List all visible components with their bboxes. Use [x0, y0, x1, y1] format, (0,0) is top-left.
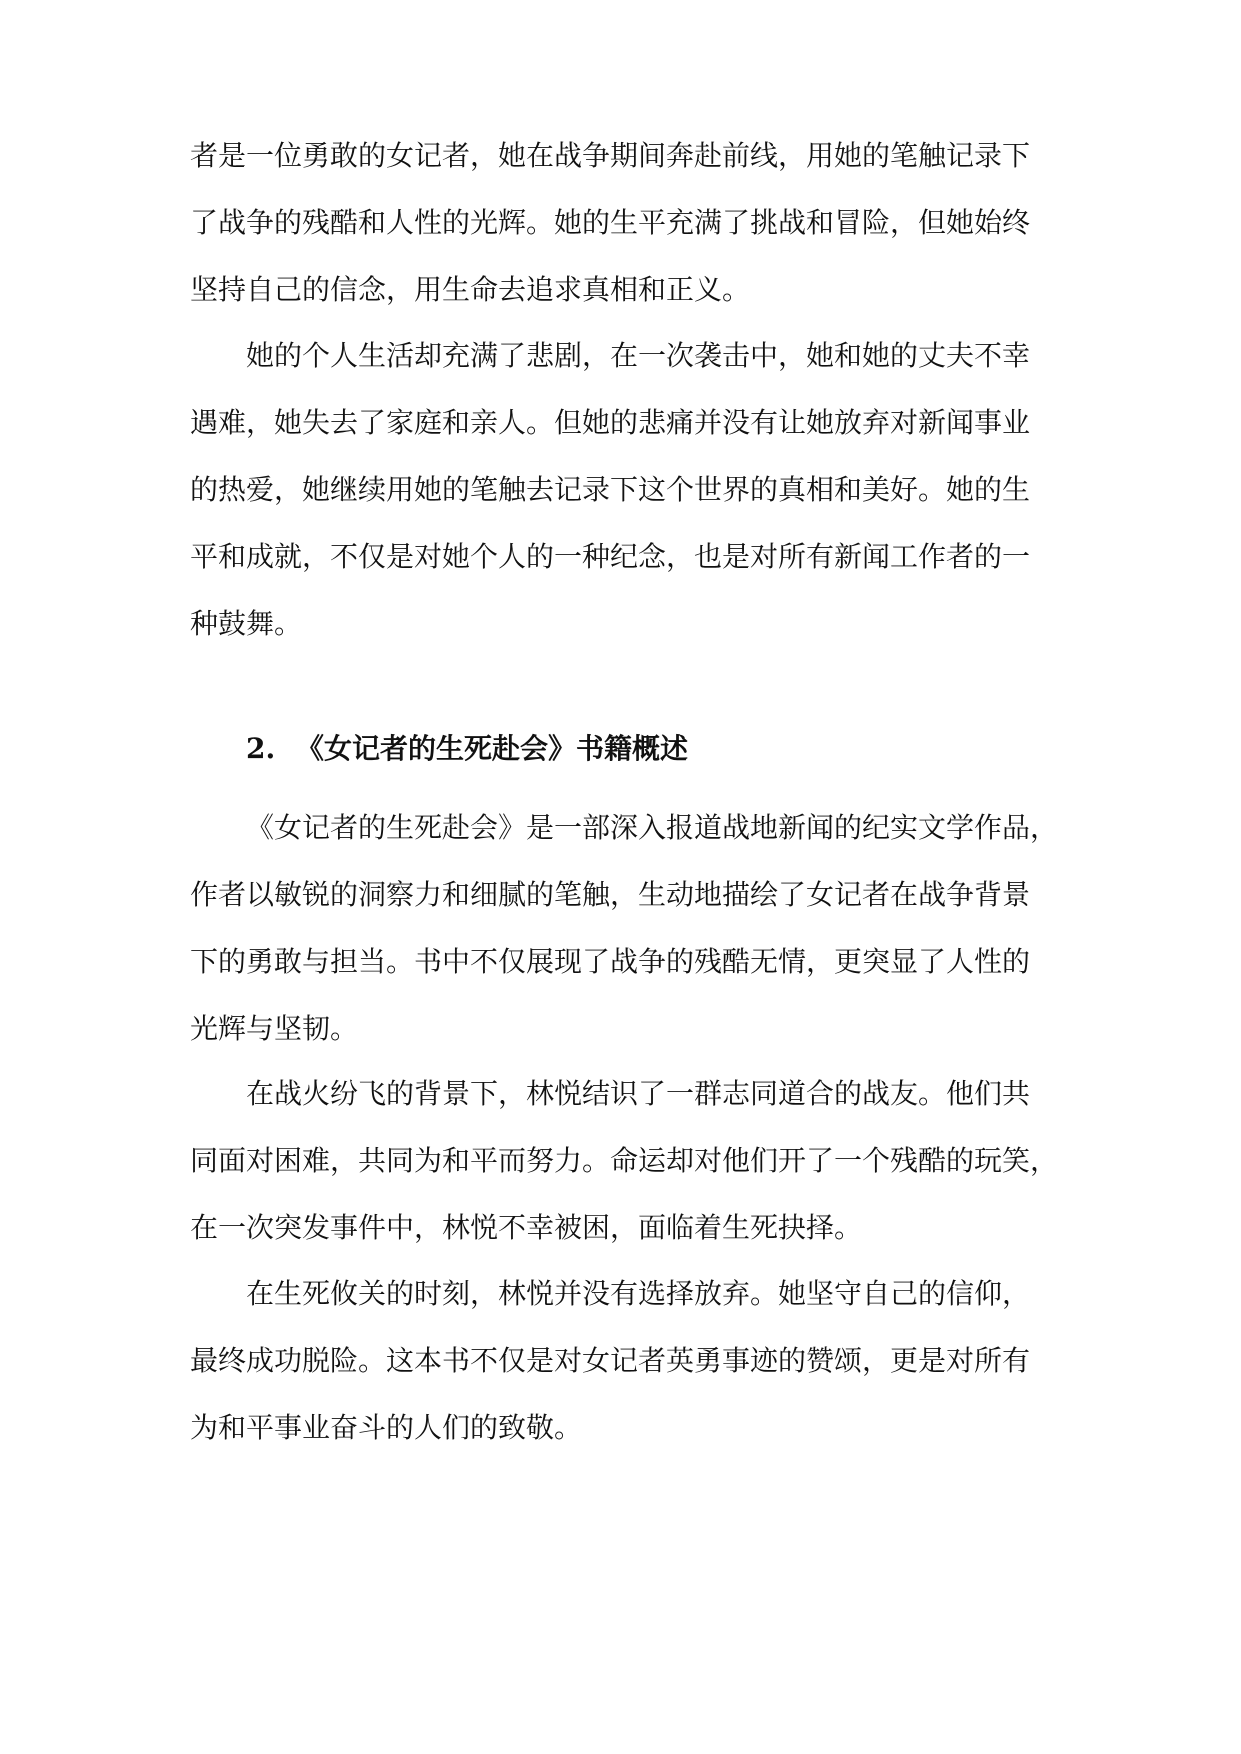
- paragraph-line: 她的个人生活却充满了悲剧，在一次袭击中，她和她的丈夫不幸: [246, 339, 1031, 372]
- paragraph-line: 下的勇敢与担当。书中不仅展现了战争的残酷无情，更突显了人性的: [190, 945, 1031, 978]
- paragraph-line: 遇难，她失去了家庭和亲人。但她的悲痛并没有让她放弃对新闻事业: [190, 406, 1031, 439]
- paragraph-line: 同面对困难，共同为和平而努力。命运却对他们开了一个残酷的玩笑，: [190, 1144, 1059, 1177]
- paragraph-3: [190, 794, 1060, 1062]
- paragraph-line: 在一次突发事件中，林悦不幸被困，面临着生死抉择。: [190, 1211, 863, 1244]
- section-title: 《女记者的生死赴会》书籍概述: [296, 732, 689, 765]
- paragraph-line: 光辉与坚韧。: [190, 1012, 359, 1045]
- paragraph-5: [190, 1260, 1060, 1461]
- paragraph-line: 坚持自己的信念，用生命去追求真相和正义。: [190, 273, 751, 306]
- paragraph-line: 的热爱，她继续用她的笔触去记录下这个世界的真相和美好。她的生: [190, 473, 1031, 506]
- paragraph-line: 在生死攸关的时刻，林悦并没有选择放弃。她坚守自己的信仰，: [246, 1277, 1031, 1310]
- section-number: 2.: [246, 732, 276, 765]
- paragraph-2: [190, 322, 1060, 657]
- paragraph-line: 为和平事业奋斗的人们的致敬。: [190, 1411, 583, 1444]
- paragraph-line: 了战争的残酷和人性的光辉。她的生平充满了挑战和冒险，但她始终: [190, 206, 1031, 239]
- paragraph-line: 《女记者的生死赴会》是一部深入报道战地新闻的纪实文学作品，: [246, 811, 1059, 844]
- paragraph-line: 在战火纷飞的背景下，林悦结识了一群志同道合的战友。他们共: [246, 1077, 1031, 1110]
- paragraph-line: 种鼓舞。: [190, 607, 303, 640]
- paragraph-line: 最终成功脱险。这本书不仅是对女记者英勇事迹的赞颂，更是对所有: [190, 1344, 1031, 1377]
- paragraph-line: 平和成就，不仅是对她个人的一种纪念，也是对所有新闻工作者的一: [190, 540, 1031, 573]
- paragraph-4: [190, 1060, 1060, 1261]
- paragraph-1: [190, 122, 1060, 323]
- section-heading: [246, 715, 1060, 782]
- paragraph-line: 作者以敏锐的洞察力和细腻的笔触，生动地描绘了女记者在战争背景: [190, 878, 1031, 911]
- paragraph-line: 者是一位勇敢的女记者，她在战争期间奔赴前线，用她的笔触记录下: [190, 139, 1031, 172]
